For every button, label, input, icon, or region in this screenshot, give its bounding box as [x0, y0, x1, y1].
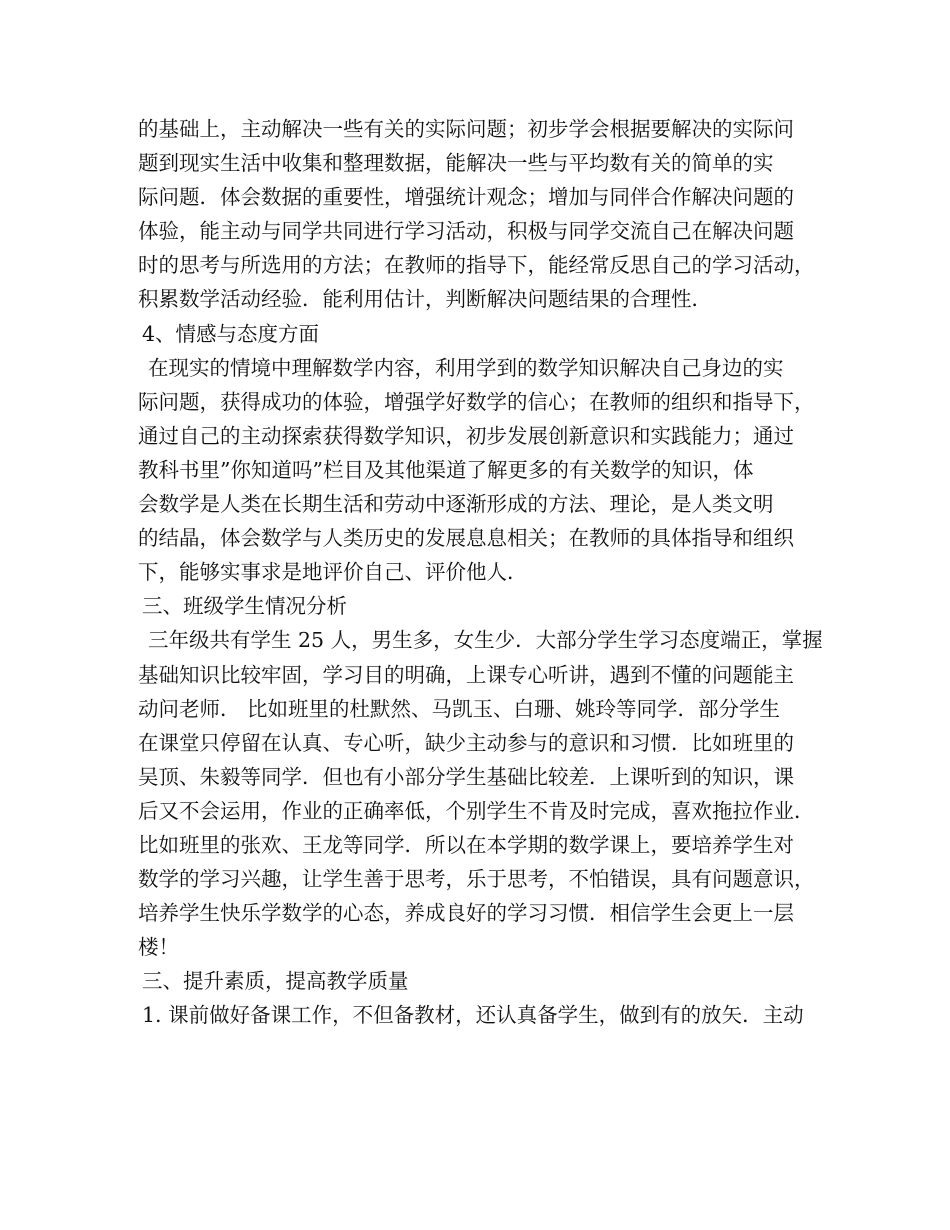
body-line: 数学的学习兴趣，让学生善于思考，乐于思考，不怕错误，具有问题意识， — [138, 867, 815, 892]
body-line: 题到现实生活中收集和整理数据，能解决一些与平均数有关的简单的实 — [138, 151, 774, 176]
section-heading-class-analysis: 三、班级学生情况分析 — [142, 594, 347, 619]
body-line: 时的思考与所选用的方法；在教师的指导下，能经常反思自己的学习活动， — [138, 253, 815, 278]
body-line: 在课堂只停留在认真、专心听，缺少主动参与的意识和习惯．比如班里的 — [138, 730, 794, 755]
body-line: 楼！ — [138, 935, 179, 960]
body-line: 下，能够实事求是地评价自己、评价他人． — [138, 560, 528, 585]
section-heading-emotion-attitude: 4、情感与态度方面 — [142, 321, 320, 346]
body-line: 通过自己的主动探索获得数学知识，初步发展创新意识和实践能力；通过 — [138, 423, 794, 448]
body-line: 比如班里的张欢、王龙等同学．所以在本学期的数学课上，要培养学生对 — [138, 832, 794, 857]
body-line: 培养学生快乐学数学的心态，养成良好的学习习惯．相信学生会更上一层 — [138, 901, 794, 926]
body-line: 的结晶，体会数学与人类历史的发展息息相关；在教师的具体指导和组织 — [138, 526, 794, 551]
body-line: 际问题，获得成功的体验，增强学好数学的信心；在教师的组织和指导下， — [138, 389, 815, 414]
list-item-lesson-prep: 1. 课前做好备课工作，不但备教材，还认真备学生，做到有的放矢．主动 — [142, 1003, 804, 1028]
body-line: 后又不会运用，作业的正确率低，个别学生不肯及时完成，喜欢拖拉作业． — [138, 798, 815, 823]
body-line: 的基础上，主动解决一些有关的实际问题；初步学会根据要解决的实际问 — [138, 117, 794, 141]
body-line: 三年级共有学生 25 人，男生多，女生少．大部分学生学习态度端正，掌握 — [148, 628, 823, 653]
body-line: 积累数学活动经验．能利用估计，判断解决问题结果的合理性． — [138, 287, 712, 312]
body-line: 会数学是人类在长期生活和劳动中逐渐形成的方法、理论，是人类文明 — [138, 492, 774, 517]
body-line: 吴顶、朱毅等同学．但也有小部分学生基础比较差．上课听到的知识，课 — [138, 764, 794, 789]
body-line: 基础知识比较牢固，学习目的明确，上课专心听讲，遇到不懂的问题能主 — [138, 662, 794, 687]
body-line: 在现实的情境中理解数学内容，利用学到的数学知识解决自己身边的实 — [148, 355, 784, 380]
body-line: 际问题．体会数据的重要性，增强统计观念；增加与同伴合作解决问题的 — [138, 185, 794, 210]
document-body — [138, 112, 822, 1033]
body-line: 教科书里”你知道吗”栏目及其他渠道了解更多的有关数学的知识，体 — [138, 457, 754, 482]
section-heading-teaching-quality: 三、提升素质，提高教学质量 — [142, 969, 409, 994]
body-line: 动问老师． 比如班里的杜默然、马凯玉、白珊、姚玲等同学．部分学生 — [138, 696, 781, 721]
body-line: 体验，能主动与同学共同进行学习活动，积极与同学交流自己在解决问题 — [138, 219, 794, 244]
